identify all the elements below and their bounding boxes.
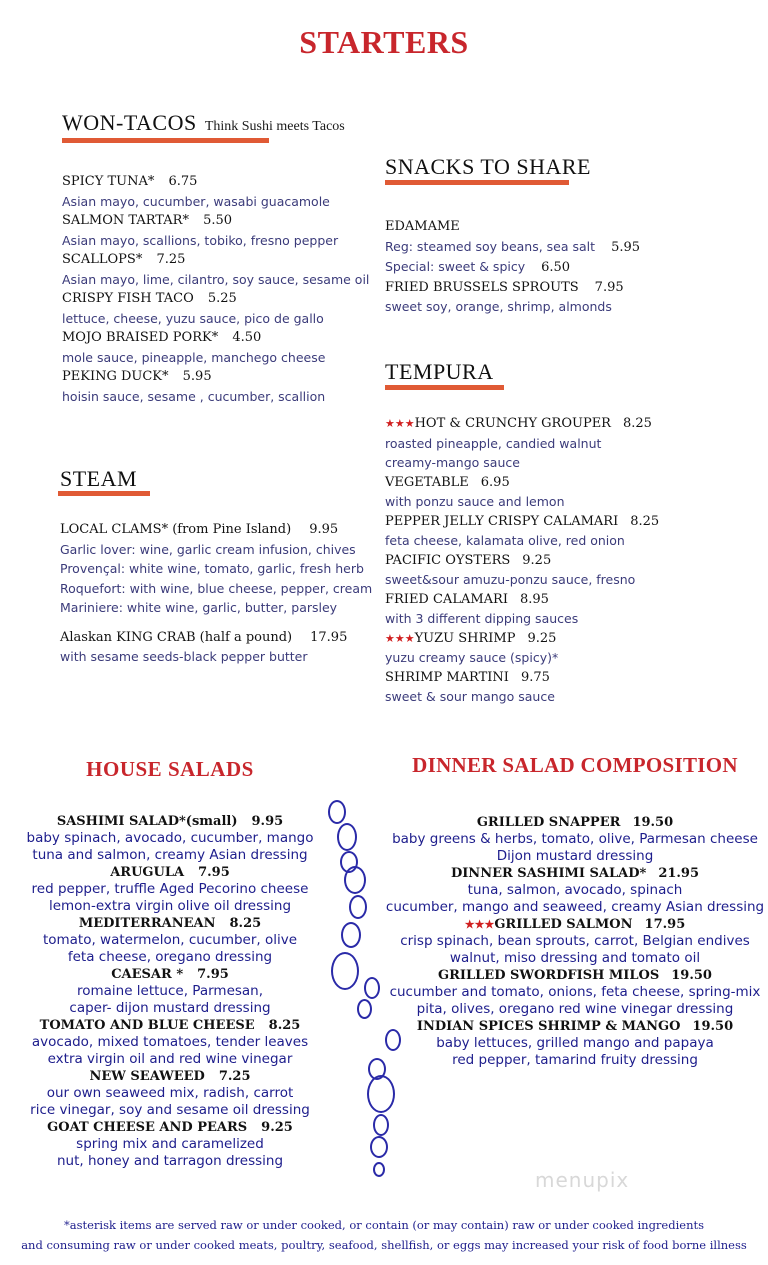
bubble (337, 823, 357, 851)
house-salad-name: TOMATO AND BLUE CHEESE (39, 1018, 255, 1033)
edamame-title: EDAMAME (385, 219, 460, 234)
house-salad-item (0, 1119, 340, 1136)
snack-text: sweet soy, orange, shrimp, almonds (385, 299, 612, 314)
tempura-desc (385, 609, 659, 629)
tempura-item (385, 629, 659, 649)
snacks-list (385, 217, 640, 317)
dinner-salad-name: GRILLED SWORDFISH MILOS (438, 968, 660, 983)
crab-row (60, 628, 372, 648)
tempura-text: YUZU SHRIMP (414, 630, 516, 646)
tempura-desc (385, 453, 659, 473)
tempura-price: 9.75 (520, 669, 550, 685)
wontaco-desc: hoisin sauce, sesame , cucumber, scallion (62, 388, 326, 404)
dinner-salad-desc: cucumber and tomato, onions, feta cheese, spring-mix (389, 984, 761, 1000)
dinner-salad-price: 19.50 (671, 968, 712, 983)
house-salad-item (0, 966, 340, 983)
wontacos-list (62, 172, 369, 406)
tempura-item (385, 473, 659, 493)
tempura-item (385, 512, 659, 532)
tempura-price: 8.95 (519, 591, 549, 607)
snack-text: FRIED BRUSSELS SPROUTS (385, 279, 579, 295)
tempura-price: 9.25 (527, 630, 557, 646)
dinner-salad-name: DINNER SASHIMI SALAD* (450, 866, 647, 881)
watermark: menupix (535, 1168, 630, 1192)
tempura-desc (385, 570, 659, 590)
house-salad-desc: spring mix and caramelized (76, 1136, 264, 1152)
tempura-item (385, 551, 659, 571)
snacks-underline (385, 180, 569, 185)
tempura-text: roasted pineapple, candied walnut (385, 435, 602, 451)
dinner-salad-item (380, 967, 768, 984)
wontaco-price: 5.95 (182, 369, 212, 384)
tempura-item (385, 668, 659, 688)
bubble (364, 977, 380, 999)
wontacos-heading: WON-TACOS (62, 110, 197, 135)
wontaco-item (62, 211, 369, 231)
dinner-salad-desc: Dijon mustard dressing (496, 848, 654, 864)
snack-line (385, 297, 640, 317)
snacks-heading: SNACKS TO SHARE (385, 154, 591, 179)
wontacos-underline (62, 138, 269, 143)
stars-icon: ★★★ (385, 631, 415, 645)
steam-heading: STEAM (60, 466, 138, 491)
house-salad-desc: feta cheese, oregano dressing (67, 949, 273, 965)
house-salad-price: 8.25 (229, 916, 262, 931)
tempura-price: 9.25 (522, 552, 552, 568)
tempura-price: 8.25 (622, 416, 652, 431)
dinner-salad-desc: walnut, miso dressing and tomato oil (449, 950, 701, 966)
dinner-salad-item (380, 916, 768, 933)
tempura-text: PACIFIC OYSTERS (385, 552, 511, 568)
tempura-text: FRIED CALAMARI (385, 591, 508, 607)
house-salad-item (0, 915, 340, 932)
wontaco-price: 5.25 (207, 291, 237, 306)
bubble (328, 800, 346, 824)
bubble (385, 1029, 401, 1051)
bubble (370, 1136, 388, 1158)
wontaco-name: SPICY TUNA* (62, 174, 159, 189)
house-salad-item (0, 1017, 340, 1034)
tempura-item (385, 414, 659, 434)
house-salad-name: SASHIMI SALAD*(small) (56, 814, 238, 829)
steam-list (60, 520, 372, 667)
crab-price: 17.95 (310, 629, 348, 645)
dinner-salad-name: GRILLED SALMON (494, 917, 633, 932)
wontaco-desc: Asian mayo, scallions, tobiko, fresno pepper (62, 232, 339, 248)
house-salad-name: MEDITERRANEAN (78, 916, 216, 931)
dinner-salads-list (380, 814, 768, 1069)
house-salad-name: GOAT CHEESE AND PEARS (47, 1120, 248, 1135)
wontaco-name: PEKING DUCK* (62, 369, 173, 384)
house-salad-item (0, 864, 340, 881)
house-salad-price: 7.95 (197, 967, 229, 982)
wontaco-price: 6.75 (168, 174, 198, 189)
snack-text: Reg: steamed soy beans, sea salt (385, 238, 596, 254)
snack-line (385, 278, 640, 298)
dinner-salads-heading: DINNER SALAD COMPOSITION (412, 753, 738, 777)
wontaco-desc: lettuce, cheese, yuzu sauce, pico de gallo (62, 310, 324, 326)
dinner-salad-price: 21.95 (658, 866, 700, 881)
snack-price: 6.50 (541, 260, 571, 275)
snack-price: 5.95 (611, 239, 641, 255)
house-salad-price: 9.95 (251, 814, 284, 829)
wontaco-desc: mole sauce, pineapple, manchego cheese (62, 349, 326, 365)
bubble (373, 1162, 385, 1177)
stars-icon: ★★★ (464, 918, 495, 931)
house-salad-item (0, 813, 340, 830)
tempura-desc (385, 687, 659, 707)
wontaco-item (62, 250, 369, 270)
clams-name: LOCAL CLAMS* (from Pine Island) (60, 522, 292, 537)
tempura-text: feta cheese, kalamata olive, red onion (385, 533, 625, 548)
snack-line (385, 237, 640, 258)
tempura-item (385, 590, 659, 610)
dinner-salad-price: 17.95 (644, 917, 686, 932)
snack-line (385, 257, 640, 278)
house-salad-item (0, 1068, 340, 1085)
house-salads-heading: HOUSE SALADS (86, 757, 254, 781)
dinner-salad-price: 19.50 (692, 1019, 734, 1034)
tempura-text: sweet & sour mango sauce (385, 689, 555, 704)
dinner-salad-item (380, 865, 768, 882)
house-salad-desc: nut, honey and tarragon dressing (56, 1153, 284, 1169)
clams-option: Garlic lover: wine, garlic cream infusion, chives (60, 541, 356, 557)
tempura-underline (385, 385, 504, 390)
tempura-price: 8.25 (630, 513, 660, 529)
house-salad-desc: baby spinach, avocado, cucumber, mango (26, 830, 314, 846)
dinner-salad-desc: baby greens & herbs, tomato, olive, Parmesan cheese (392, 831, 758, 847)
tempura-text: with 3 different dipping sauces (385, 611, 579, 626)
bubble (344, 866, 366, 894)
snack-text: Special: sweet & spicy (385, 259, 526, 274)
bubble (341, 922, 361, 948)
house-salad-desc: red pepper, truffle Aged Pecorino cheese (31, 881, 309, 897)
house-salad-desc: rice vinegar, soy and sesame oil dressing (30, 1102, 310, 1118)
tempura-text: creamy-mango sauce (385, 455, 520, 470)
dinner-salad-desc: pita, olives, oregano red wine vinegar dressing (416, 1001, 734, 1017)
dinner-salad-desc: cucumber, mango and seaweed, creamy Asian dressing (385, 899, 765, 915)
tempura-text: with ponzu sauce and lemon (385, 494, 565, 509)
dinner-salad-desc: baby lettuces, grilled mango and papaya (436, 1035, 714, 1051)
tempura-text: HOT & CRUNCHY GROUPER (414, 416, 611, 431)
wontaco-price: 4.50 (232, 330, 262, 345)
house-salad-desc: tomato, watermelon, cucumber, olive (42, 932, 298, 948)
snack-price: 7.95 (594, 279, 624, 295)
house-salad-desc: our own seaweed mix, radish, carrot (46, 1085, 294, 1101)
bubble (349, 895, 367, 919)
tempura-desc (385, 531, 659, 551)
page-title: STARTERS (299, 24, 469, 60)
bubble (331, 952, 359, 990)
house-salad-desc: tuna and salmon, creamy Asian dressing (32, 847, 308, 863)
house-salad-price: 7.95 (198, 865, 230, 880)
wontacos-subtitle: Think Sushi meets Tacos (204, 119, 345, 134)
house-salad-desc: caper- dijon mustard dressing (69, 1000, 271, 1016)
house-salad-desc: romaine lettuce, Parmesan, (76, 983, 264, 999)
wontaco-price: 7.25 (156, 252, 186, 267)
tempura-desc (385, 648, 659, 668)
tempura-text: yuzu creamy sauce (spicy)* (385, 650, 559, 665)
tempura-list (385, 414, 659, 707)
dinner-salad-desc: crisp spinach, bean sprouts, carrot, Belgian endives (400, 933, 750, 949)
wontaco-name: CRISPY FISH TACO (62, 291, 198, 306)
dinner-salad-desc: red pepper, tamarind fruity dressing (452, 1052, 698, 1068)
wontaco-item (62, 328, 369, 348)
clams-row (60, 520, 372, 540)
tempura-price: 6.95 (480, 474, 510, 490)
wontaco-price: 5.50 (203, 213, 233, 228)
tempura-desc (385, 434, 659, 454)
wontaco-name: MOJO BRAISED PORK* (62, 330, 223, 345)
dinner-salad-name: INDIAN SPICES SHRIMP & MANGO (416, 1019, 681, 1034)
clams-price: 9.95 (309, 522, 339, 537)
footer-disclaimer-1: *asterisk items are served raw or under cooked, or contain (or may contain) raw or under cooked ingredients (63, 1218, 705, 1232)
house-salad-name: ARUGULA (110, 865, 185, 880)
wontaco-name: SALMON TARTAR* (62, 213, 194, 228)
house-salad-price: 8.25 (268, 1018, 301, 1033)
house-salads-list (0, 813, 340, 1170)
house-salad-desc: extra virgin oil and red wine vinegar (47, 1051, 293, 1067)
house-salad-name: CAESAR * (111, 967, 184, 982)
dinner-salad-item (380, 814, 768, 831)
house-salad-price: 9.25 (261, 1120, 293, 1135)
bubble (357, 999, 372, 1019)
house-salad-name: NEW SEAWEED (89, 1069, 205, 1084)
tempura-desc (385, 492, 659, 512)
wontaco-item (62, 172, 369, 192)
house-salad-desc: lemon-extra virgin olive oil dressing (48, 898, 292, 914)
bubble (373, 1114, 389, 1136)
steam-underline (58, 491, 150, 496)
tempura-text: VEGETABLE (385, 474, 469, 490)
tempura-text: sweet&sour amuzu-ponzu sauce, fresno (385, 572, 636, 587)
dinner-salad-desc: tuna, salmon, avocado, spinach (467, 882, 683, 898)
wontaco-item (62, 289, 369, 309)
snacks-lines (385, 237, 640, 317)
wontaco-item (62, 367, 369, 387)
house-salad-desc: avocado, mixed tomatoes, tender leaves (31, 1034, 309, 1050)
clams-option: Mariniere: white wine, garlic, butter, parsley (60, 600, 338, 615)
house-salad-price: 7.25 (218, 1069, 251, 1084)
tempura-heading: TEMPURA (385, 359, 494, 384)
dinner-salad-name: GRILLED SNAPPER (476, 815, 621, 830)
stars-icon: ★★★ (385, 417, 415, 430)
dinner-salad-price: 19.50 (632, 815, 674, 830)
footer-disclaimer-2: and consuming raw or under cooked meats, poultry, seafood, shellfish, or eggs may increased your risk of food borne illness (21, 1238, 747, 1252)
clams-option: Roquefort: with wine, blue cheese, pepper, cream (60, 580, 373, 596)
clams-option: Provençal: white wine, tomato, garlic, fresh herb (60, 561, 364, 576)
wontaco-desc: Asian mayo, cucumber, wasabi guacamole (62, 193, 330, 209)
crab-desc: with sesame seeds-black pepper butter (60, 649, 308, 664)
wontaco-name: SCALLOPS* (62, 252, 147, 267)
wontacos-header (62, 110, 345, 136)
dinner-salad-item (380, 1018, 768, 1035)
tempura-text: PEPPER JELLY CRISPY CALAMARI (385, 513, 619, 529)
wontaco-desc: Asian mayo, lime, cilantro, soy sauce, sesame oil (62, 271, 370, 287)
tempura-text: SHRIMP MARTINI (385, 669, 509, 685)
crab-name: Alaskan KING CRAB (half a pound) (60, 629, 293, 645)
bubble (367, 1075, 395, 1113)
